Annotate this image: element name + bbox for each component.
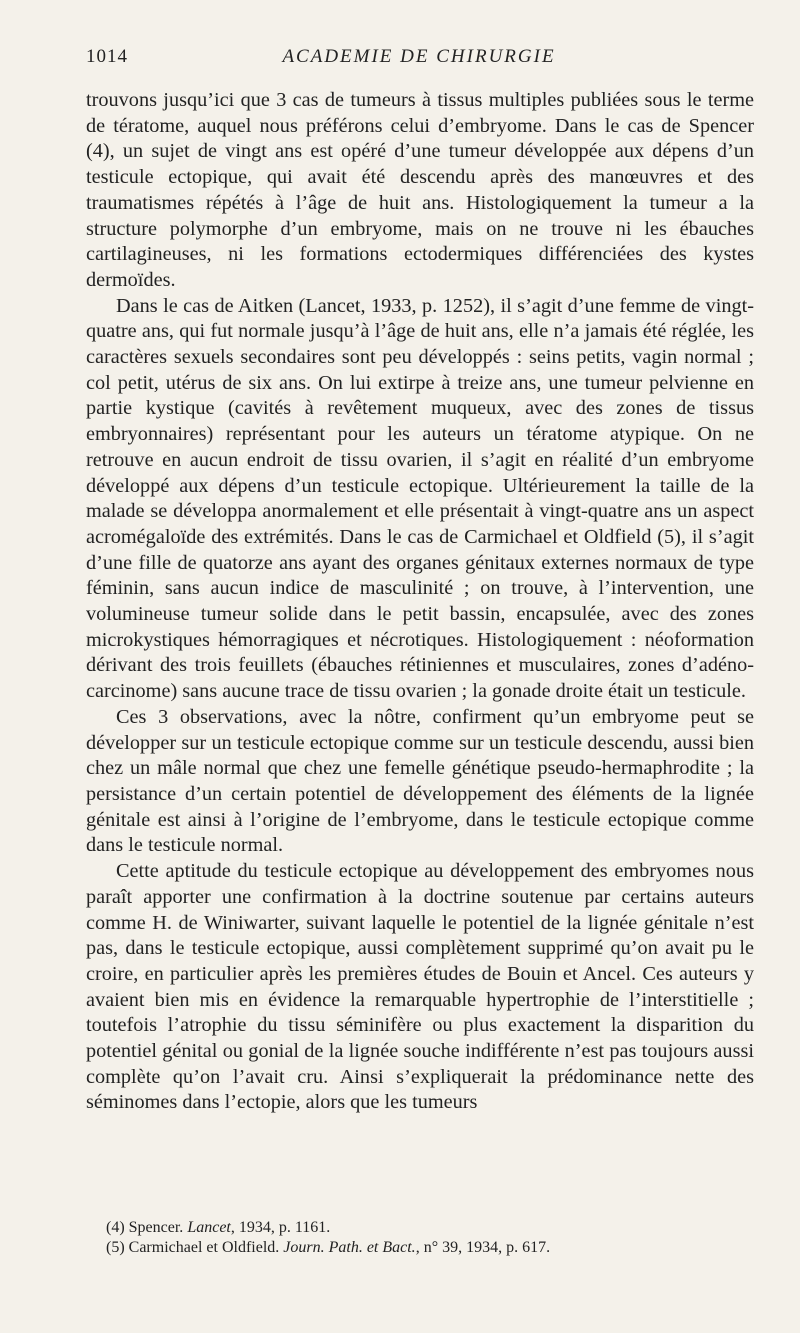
- footnote-details: , 1934, p. 1161.: [230, 1219, 331, 1236]
- footnote-author: Spencer.: [128, 1219, 184, 1236]
- paragraph: trouvons jusqu’ici que 3 cas de tumeurs à tissus multiples publiées sous le terme de tératome, auquel nous préférons celui d’embryome. Dans le cas de Spencer (4), un sujet de vingt ans est opéré d’une tumeur développée aux dépens d’un testicule ectopique, qui avait été descendu après des manœuvres et des traumatismes répétés à l’âge de huit ans. Histologiquement la tumeur a la structure polymorphe d’un embryome, mais on ne trouve ni les ébauches cartilagineuses, ni les formations ectodermiques différenciées des kystes dermoïdes.: [86, 89, 754, 291]
- footnote-author: Carmichael et Oldfield.: [128, 1239, 280, 1256]
- footnote-marker: (4): [106, 1219, 125, 1236]
- footnote-marker: (5): [106, 1239, 125, 1256]
- footnote-journal: Lancet: [187, 1219, 231, 1236]
- body-text: [86, 88, 754, 1116]
- footnotes: [106, 1218, 746, 1258]
- page-header: [86, 46, 752, 72]
- footnote-details: , n° 39, 1934, p. 617.: [415, 1239, 551, 1256]
- footnote-journal: Journ. Path. et Bact.: [283, 1239, 416, 1256]
- paragraph: Cette aptitude du testicule ectopique au développement des embryomes nous paraît apporter une confirmation à la doctrine soutenue par certains auteurs comme H. de Winiwarter, suivant laquelle le potentiel de la lignée génitale n’est pas, dans le testicule ectopique, aussi complètement supprimé qu’on avait pu le croire, en particulier après les premières études de Bouin et Ancel. Ces auteurs y avaient bien mis en évidence la remarquable hypertrophie de l’interstitielle ; toutefois l’atrophie du tissu séminifère ou plus exactement la disparition du potentiel génital ou gonial de la lignée souche indifférente n’est pas toujours aussi complète qu’on l’avait cru. Ainsi s’expliquerait la prédominance nette des séminomes dans l’ectopie, alors que les tumeurs: [86, 860, 754, 1114]
- page-number: 1014: [86, 46, 128, 67]
- running-title: ACADEMIE DE CHIRURGIE: [282, 46, 556, 67]
- paragraph: Dans le cas de Aitken (Lancet, 1933, p. 1252), il s’agit d’une femme de vingt-quatre ans, qui fut normale jusqu’à l’âge de huit ans, elle n’a jamais été réglée, les caractères sexuels secondaires sont peu développés : seins petits, vagin normal ; col petit, utérus de six ans. On lui extirpe à treize ans, une tumeur pelvienne en partie kystique (cavités à revêtement muqueux, avec des zones de tissus embryonnaires) représentant pour les auteurs un tératome atypique. On ne retrouve en aucun endroit de tissu ovarien, il s’agit en réalité d’un embryome développé aux dépens d’un testicule ectopique. Ultérieurement la taille de la malade se développa anormalement et elle présentait à vingt-quatre ans un aspect acromégaloïde des extrémités. Dans le cas de Carmichael et Oldfield (5), il s’agit d’une fille de quatorze ans ayant des organes génitaux externes normaux de type féminin, sans aucun indice de masculinité ; on trouve, à l’intervention, une volumineuse tumeur solide dans le petit bassin, encapsulée, avec des zones microkystiques hémorragiques et nécrotiques. Histologiquement : néoformation dérivant des trois feuillets (ébauches rétiniennes et musculaires, zones d’adéno-carcinome) sans aucune trace de tissu ovarien ; la gonade droite était un testicule.: [86, 294, 754, 703]
- footnote: [106, 1218, 746, 1238]
- paragraph: Ces 3 observations, avec la nôtre, confirment qu’un embryome peut se développer sur un testicule ectopique comme sur un testicule descendu, aussi bien chez un mâle normal que chez une femelle génétique pseudo-hermaphrodite ; la persistance d’un certain potentiel de développement des éléments de la lignée génitale est ainsi à l’origine de l’embryome, dans le testicule ectopique comme dans le testicule normal.: [86, 705, 754, 857]
- footnote: [106, 1238, 746, 1258]
